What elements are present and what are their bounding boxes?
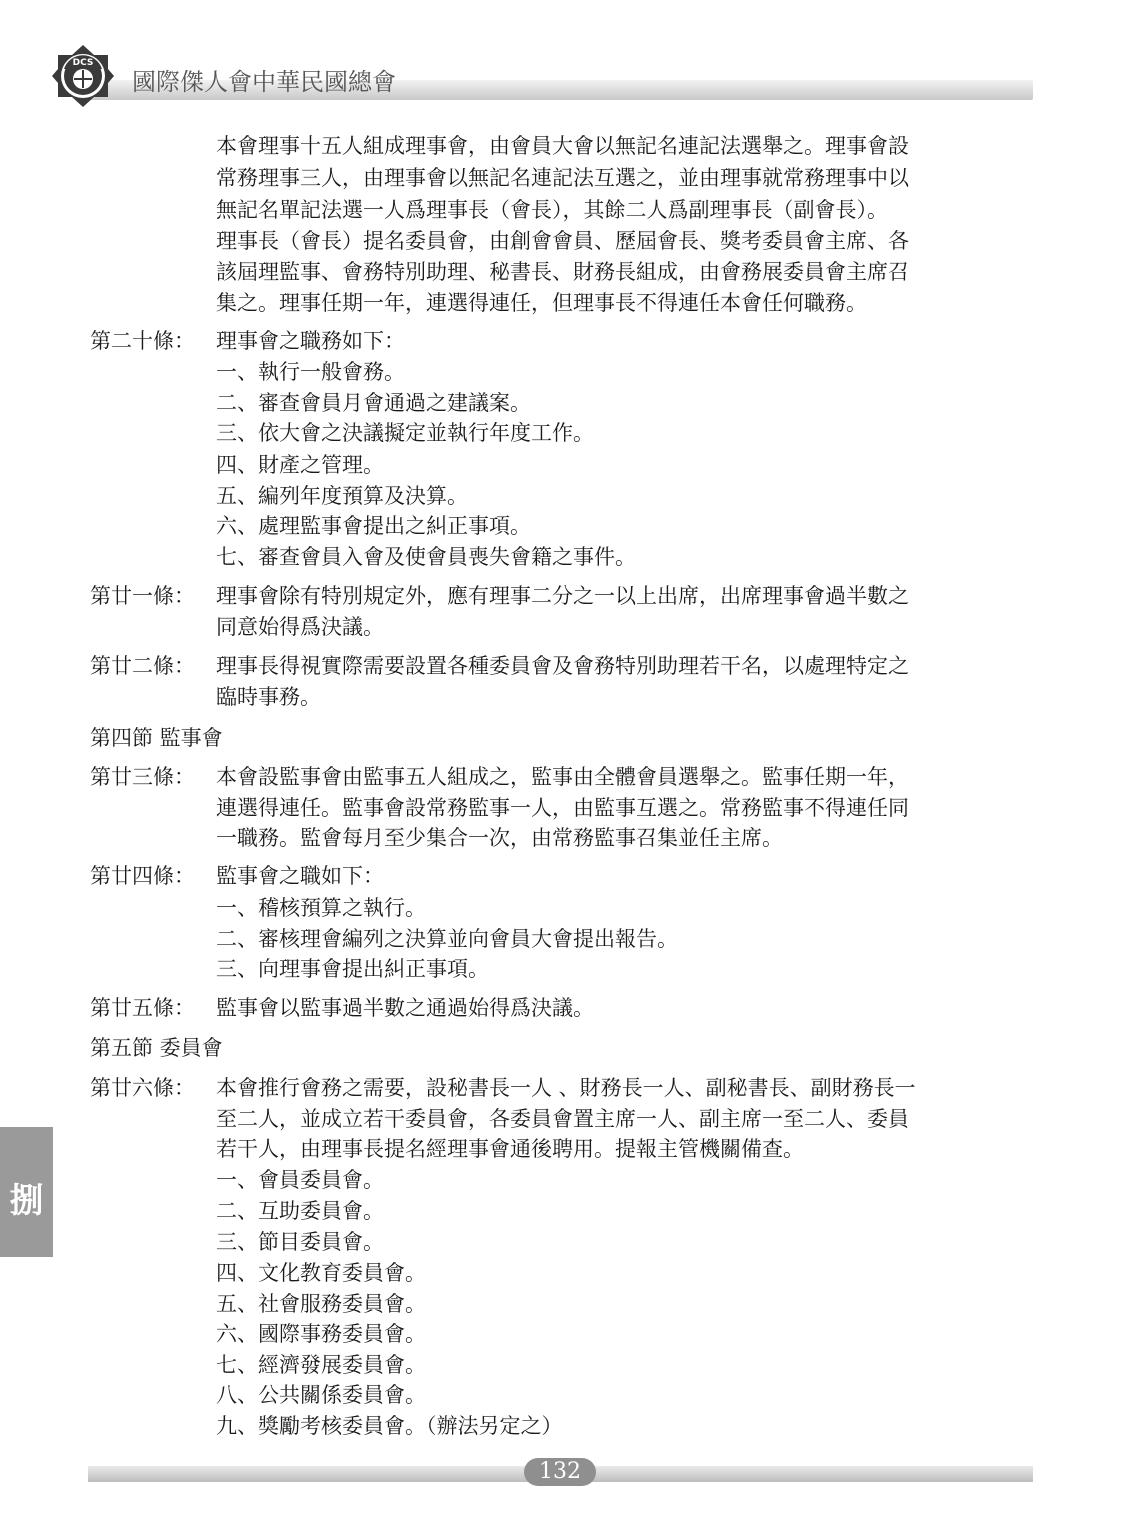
list-item: 三、依大會之決議擬定並執行年度工作。 xyxy=(216,421,594,445)
article-22-label: 第廿二條： xyxy=(90,654,195,678)
list-item: 三、向理事會提出糾正事項。 xyxy=(216,957,489,981)
list-item: 二、審查會員月會通過之建議案。 xyxy=(216,391,531,415)
article-23-text: 連選得連任。監事會設常務監事一人，由監事互選之。常務監事不得連任同 xyxy=(216,796,909,820)
article-26-text: 至二人，並成立若干委員會，各委員會置主席一人、副主席一至二人、委員 xyxy=(216,1107,909,1131)
chapter-tab-label: 捌 xyxy=(9,1181,44,1221)
article-22-text: 理事長得視實際需要設置各種委員會及會務特別助理若干名，以處理特定之 xyxy=(216,654,909,678)
article-25-label: 第廿五條： xyxy=(90,996,195,1020)
article-23-text: 一職務。監會每月至少集合一次，由常務監事召集並任主席。 xyxy=(216,826,783,850)
article-21-text: 同意始得爲決議。 xyxy=(216,615,384,639)
logo-text: DCS xyxy=(72,58,94,68)
list-item: 四、文化教育委員會。 xyxy=(216,1261,426,1285)
intro-line: 本會理事十五人組成理事會，由會員大會以無記名連記法選舉之。理事會設 xyxy=(216,134,909,158)
article-26-text: 若干人，由理事長提名經理事會通後聘用。提報主管機關備查。 xyxy=(216,1137,804,1161)
list-item: 五、編列年度預算及決算。 xyxy=(216,484,468,508)
article-20-label: 第二十條： xyxy=(90,329,195,353)
list-item: 一、會員委員會。 xyxy=(216,1168,384,1192)
list-item: 六、處理監事會提出之糾正事項。 xyxy=(216,514,531,538)
intro-line: 理事長（會長）提名委員會，由創會會員、歷屆會長、獎考委員會主席、各 xyxy=(216,229,909,253)
list-item: 二、互助委員會。 xyxy=(216,1199,384,1223)
section-heading: 第四節 監事會 xyxy=(90,726,223,750)
article-20-text: 理事會之職務如下： xyxy=(216,329,405,353)
org-title: 國際傑人會中華民國總會 xyxy=(132,68,396,96)
list-item: 七、經濟發展委員會。 xyxy=(216,1353,426,1377)
page-number: 132 xyxy=(539,1459,581,1484)
list-item: 二、審核理會編列之決算並向會員大會提出報告。 xyxy=(216,927,678,951)
article-26-text: 本會推行會務之需要，設秘書長一人 、財務長一人、副秘書長、副財務長一 xyxy=(216,1076,916,1100)
article-22-text: 臨時事務。 xyxy=(216,685,321,709)
article-24-label: 第廿四條： xyxy=(90,864,195,888)
intro-line: 無記名單記法選一人爲理事長（會長），其餘二人爲副理事長（副會長）。 xyxy=(216,198,888,222)
article-26-label: 第廿六條： xyxy=(90,1076,195,1100)
article-23-text: 本會設監事會由監事五人組成之，監事由全體會員選舉之。監事任期一年， xyxy=(216,765,909,789)
list-item: 一、稽核預算之執行。 xyxy=(216,896,426,920)
list-item: 七、審查會員入會及使會員喪失會籍之事件。 xyxy=(216,545,636,569)
intro-line: 該屆理監事、會務特別助理、秘書長、財務長組成，由會務展委員會主席召 xyxy=(216,260,909,284)
list-item: 五、社會服務委員會。 xyxy=(216,1292,426,1316)
intro-line: 集之。理事任期一年，連選得連任，但理事長不得連任本會任何職務。 xyxy=(216,291,867,315)
article-21-text: 理事會除有特別規定外，應有理事二分之一以上出席，出席理事會過半數之 xyxy=(216,584,909,608)
list-item: 八、公共關係委員會。 xyxy=(216,1383,426,1407)
section-heading: 第五節 委員會 xyxy=(90,1036,223,1060)
article-21-label: 第廿一條： xyxy=(90,584,195,608)
article-23-label: 第廿三條： xyxy=(90,765,195,789)
article-25-text: 監事會以監事過半數之通過始得爲決議。 xyxy=(216,996,594,1020)
list-item: 三、節目委員會。 xyxy=(216,1230,384,1254)
list-item: 四、財產之管理。 xyxy=(216,453,384,477)
chapter-side-tab xyxy=(0,1127,53,1257)
article-24-text: 監事會之職如下： xyxy=(216,864,384,888)
list-item: 九、獎勵考核委員會。（辦法另定之） xyxy=(216,1414,563,1438)
intro-line: 常務理事三人，由理事會以無記名連記法互選之，並由理事就常務理事中以 xyxy=(216,166,909,190)
list-item: 一、執行一般會務。 xyxy=(216,360,405,384)
list-item: 六、國際事務委員會。 xyxy=(216,1322,426,1346)
